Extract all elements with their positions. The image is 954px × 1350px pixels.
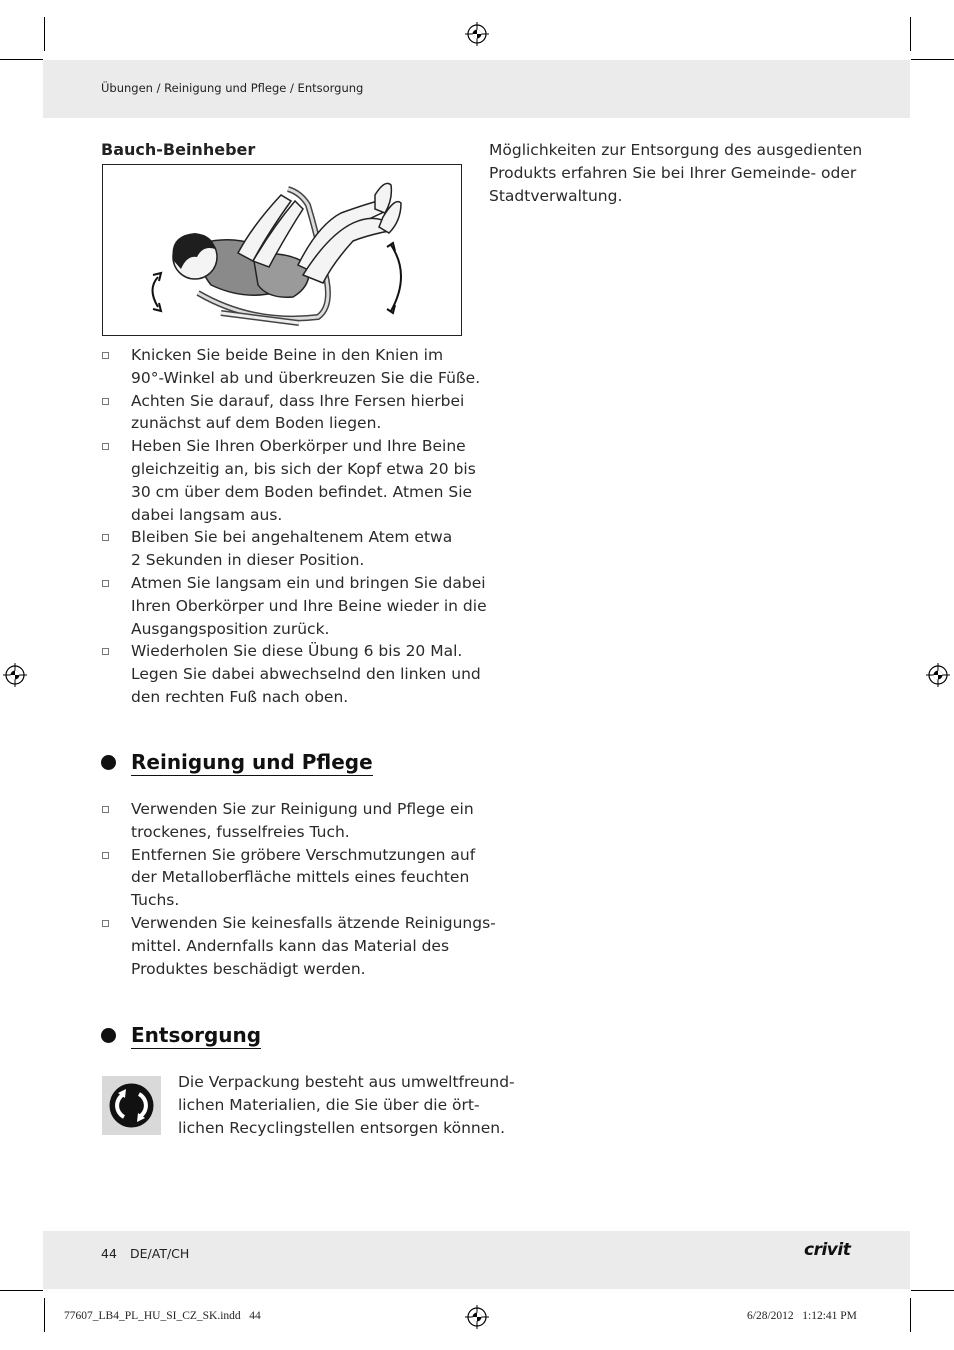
checkbox-bullet-icon bbox=[102, 534, 109, 541]
page-number: 44 bbox=[101, 1246, 117, 1261]
crop-mark bbox=[910, 17, 911, 51]
list-item: Verwenden Sie zur Reinigung und Pflege ein trockenes, fusselfreies Tuch. bbox=[101, 798, 471, 844]
registration-mark-icon bbox=[464, 21, 490, 47]
crop-mark bbox=[0, 1290, 43, 1291]
section-title: Entsorgung bbox=[131, 1023, 262, 1047]
list-item: Knicken Sie beide Beine in den Knien im 90°-Winkel ab und überkreuzen Sie die Füße. bbox=[101, 344, 471, 390]
list-item: Wiederholen Sie diese Übung 6 bis 20 Mal. Legen Sie dabei abwechselnd den linken und den rechten Fuß nach oben. bbox=[101, 640, 471, 708]
list-item: Bleiben Sie bei angehaltenem Atem etwa 2 Sekunden in dieser Position. bbox=[101, 526, 471, 572]
list-item: Heben Sie Ihren Oberkörper und Ihre Beine gleichzeitig an, bis sich der Kopf etwa 20 bis 30 cm über dem Boden befindet. Atmen Sie dabei langsam aus. bbox=[101, 435, 471, 526]
cleaning-list bbox=[101, 798, 496, 980]
registration-mark-icon bbox=[925, 662, 951, 688]
print-slug-date: 6/28/2012 1:12:41 PM bbox=[747, 1310, 857, 1322]
checkbox-bullet-icon bbox=[102, 398, 109, 405]
checkbox-bullet-icon bbox=[102, 852, 109, 859]
crop-mark bbox=[910, 1298, 911, 1332]
bullet-dot-icon bbox=[101, 755, 116, 770]
exercise-steps bbox=[101, 344, 487, 709]
exercise-title: Bauch-Beinheber bbox=[101, 140, 256, 159]
checkbox-bullet-icon bbox=[102, 580, 109, 587]
list-item: Entfernen Sie gröbere Verschmutzungen auf der Metalloberfläche mittels eines feuchten Tuchs. bbox=[101, 844, 471, 912]
print-slug-file: 77607_LB4_PL_HU_SI_CZ_SK.indd 44 bbox=[64, 1310, 261, 1322]
breadcrumb: Übungen / Reinigung und Pflege / Entsorgung bbox=[101, 81, 364, 95]
section-title: Reinigung und Pflege bbox=[131, 750, 373, 774]
disposal-continued-text: Möglichkeiten zur Entsorgung des ausgedienten Produkts erfahren Sie bei Ihrer Gemeinde- oder Stadtverwaltung. bbox=[489, 141, 863, 205]
crop-mark bbox=[911, 59, 954, 60]
checkbox-bullet-icon bbox=[102, 806, 109, 813]
green-dot-recycling-icon bbox=[102, 1076, 161, 1135]
checkbox-bullet-icon bbox=[102, 648, 109, 655]
person-ab-crunch-icon bbox=[103, 165, 460, 334]
crop-mark bbox=[44, 17, 45, 51]
crop-mark bbox=[0, 59, 43, 60]
crop-mark bbox=[44, 1298, 45, 1332]
list-item: Verwenden Sie keinesfalls ätzende Reinigungs- mittel. Andernfalls kann das Material des Produktes beschädigt werden. bbox=[101, 912, 471, 980]
crop-mark bbox=[911, 1290, 954, 1291]
checkbox-bullet-icon bbox=[102, 352, 109, 359]
checkbox-bullet-icon bbox=[102, 920, 109, 927]
list-item: Achten Sie darauf, dass Ihre Fersen hierbei zunächst auf dem Boden liegen. bbox=[101, 390, 471, 436]
registration-mark-icon bbox=[464, 1304, 490, 1330]
registration-mark-icon bbox=[2, 662, 28, 688]
exercise-figure bbox=[102, 164, 462, 336]
list-item: Atmen Sie langsam ein und bringen Sie dabei Ihren Oberkörper und Ihre Beine wieder in die Ausgangsposition zurück. bbox=[101, 572, 471, 640]
brand-logo: crivit bbox=[804, 1240, 851, 1260]
region-code: DE/AT/CH bbox=[130, 1246, 190, 1261]
disposal-text: Die Verpackung besteht aus umweltfreund- lichen Materialien, die Sie über die ört- lichen Recyclingstellen entsorgen können. bbox=[178, 1073, 515, 1137]
checkbox-bullet-icon bbox=[102, 443, 109, 450]
bullet-dot-icon bbox=[101, 1028, 116, 1043]
